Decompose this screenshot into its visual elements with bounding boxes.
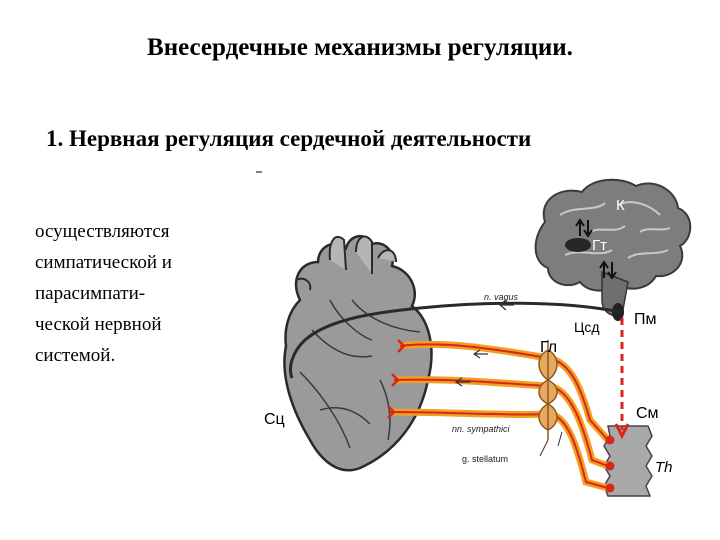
label-ganglia: Гл [540,339,558,356]
label-cardiac-center: Цсд [574,319,600,335]
body-line-3: парасимпати- [35,283,146,304]
label-stellatum: g. stellatum [462,454,509,464]
label-cortex: К [616,197,625,214]
label-spinal-cord: См [636,405,659,422]
label-medulla: Пм [634,311,657,328]
leader-line [558,432,562,446]
label-sympathetic: nn. sympathici [452,424,510,434]
body-line-1: осуществляются [35,221,170,242]
body-line-4: ческой нервной [35,314,162,335]
body-line-5: системой. [35,345,116,366]
label-thoracic: Th [655,459,673,476]
neuron-body [606,462,615,471]
label-pituitary: Гф [563,285,587,304]
neuron-body [606,484,615,493]
heart-body [284,236,431,470]
heart [284,236,431,470]
neuron-body [606,436,615,445]
slide-title: Внесердечные механизмы регуляции. [147,34,573,61]
hypothalamus-shape [565,238,591,252]
body-line-2: симпатической и [35,252,172,273]
brain [536,180,691,321]
label-heart: Сц [264,411,285,428]
slide-subtitle: 1. Нервная регуляция сердечной деятельности [46,126,532,151]
label-hypothalamus: Гт [592,237,607,254]
label-vagus: n. vagus [484,292,519,302]
leader-line [540,440,548,456]
